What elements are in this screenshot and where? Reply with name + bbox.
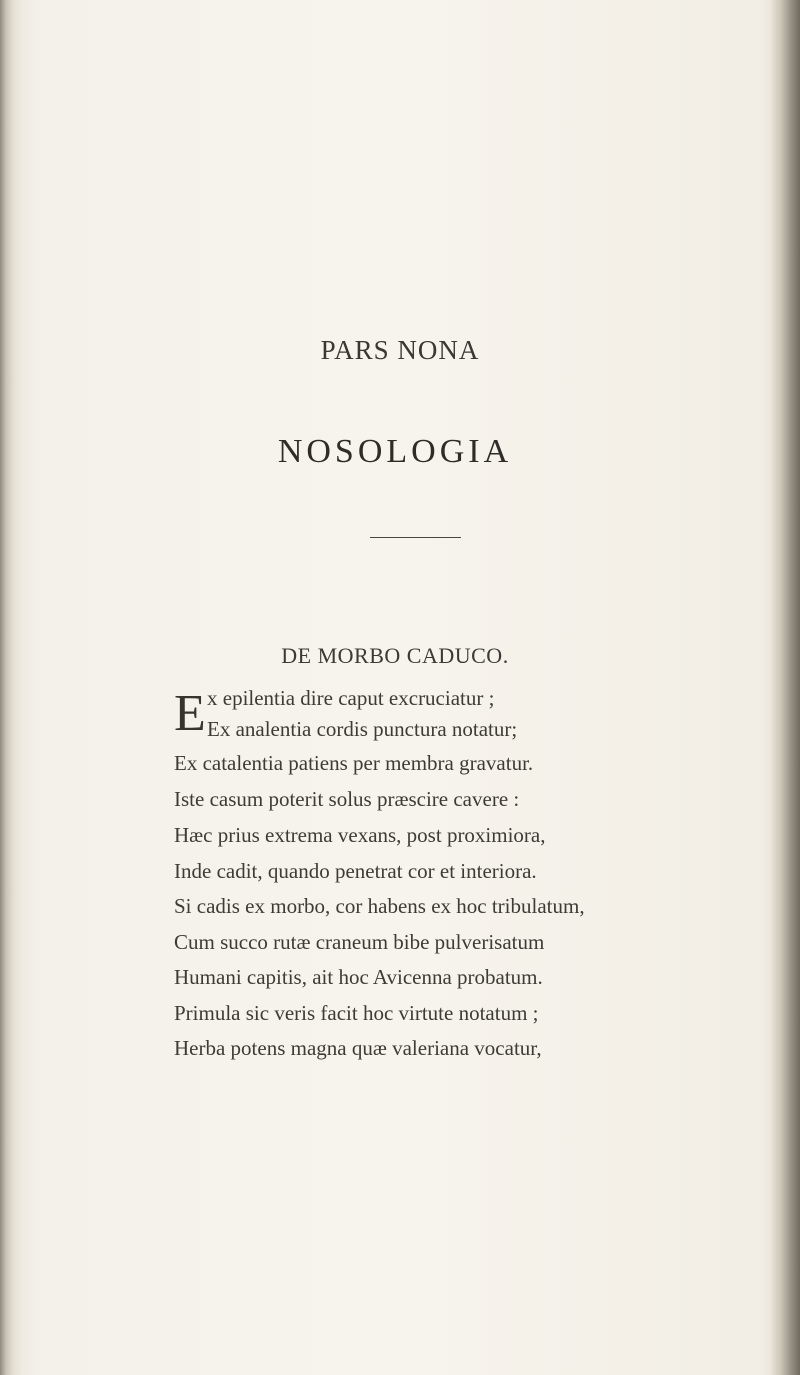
- drop-cap: E: [174, 685, 206, 742]
- part-title: PARS NONA: [320, 335, 480, 365]
- poem-line: Hæc prius extrema vexans, post proximiora,: [174, 823, 546, 847]
- poem-line: Inde cadit, quando penetrat cor et interiora.: [174, 859, 537, 883]
- divider-rule: [370, 537, 461, 538]
- section-title: NOSOLOGIA: [277, 433, 513, 470]
- chapter-title: DE MORBO CADUCO.: [281, 643, 509, 668]
- poem-line: Si cadis ex morbo, cor habens ex hoc tribulatum,: [174, 894, 585, 918]
- poem-line: Herba potens magna quæ valeriana vocatur,: [174, 1036, 542, 1060]
- poem-line: Cum succo rutæ craneum bibe pulverisatum: [174, 930, 545, 954]
- poem-line: Ex analentia cordis punctura notatur;: [207, 717, 518, 741]
- poem-line: x epilentia dire caput excruciatur ;: [207, 686, 495, 710]
- page-edge-right: [770, 0, 800, 1375]
- poem-line: Primula sic veris facit hoc virtute notatum ;: [174, 1001, 539, 1025]
- poem-line: Ex catalentia patiens per membra gravatur.: [174, 751, 534, 775]
- binding-shadow-left: [0, 0, 22, 1375]
- poem-line: Humani capitis, ait hoc Avicenna probatum.: [174, 965, 543, 989]
- poem-line: Iste casum poterit solus præscire cavere :: [174, 787, 520, 811]
